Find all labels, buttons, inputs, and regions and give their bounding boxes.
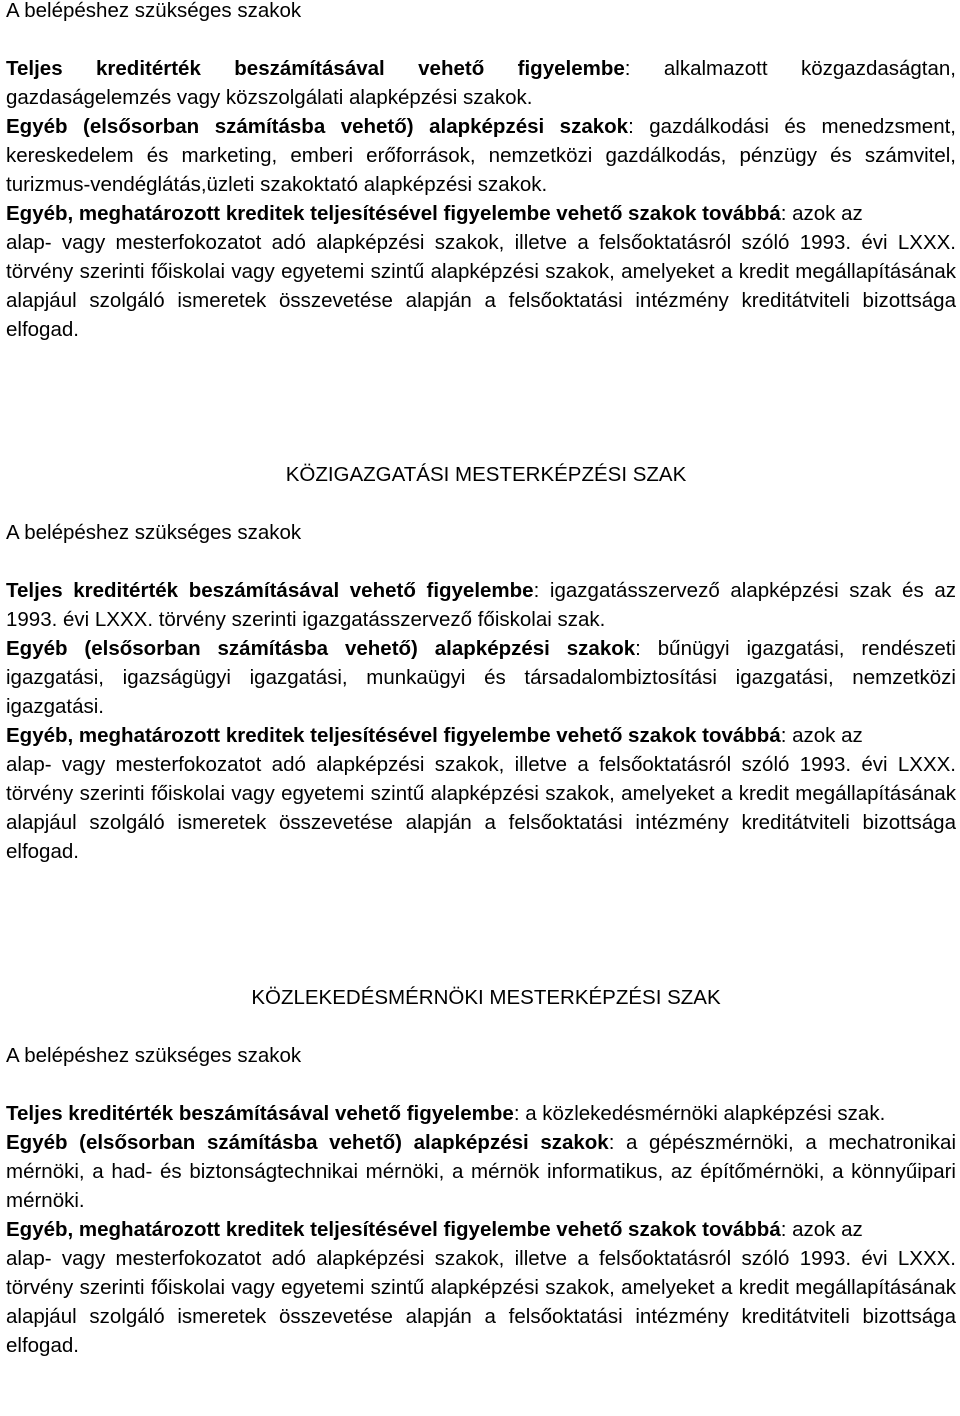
other-first-paragraph (6, 112, 956, 199)
other-first-sep: : (628, 115, 634, 138)
other-credit-paragraph (6, 1215, 956, 1244)
full-credit-sep: : (624, 57, 631, 80)
full-credit-label: Teljes kreditérték beszámításával vehető figyelembe (6, 579, 534, 602)
full-credit-sep: : (533, 579, 540, 602)
other-credit-sep: : (780, 724, 787, 747)
other-first-paragraph (6, 1128, 956, 1215)
other-first-text: a gépészmérnöki, a mechatronikai mérnöki, a had- és biztonságtechnikai mérnöki, a mérnök informatikus, az építőmérnöki, a könnyűipari mérnöki. (6, 1131, 956, 1212)
other-credit-label: Egyéb, meghatározott kreditek teljesítésével figyelembe vehető szakok továbbá (6, 202, 781, 225)
full-credit-text: a közlekedésmérnöki alapképzési szak. (519, 1102, 886, 1125)
other-first-sep: : (635, 637, 641, 660)
other-credit-text: azok az (786, 724, 863, 747)
section-kozigazgatasi (6, 460, 956, 866)
other-first-label: Egyéb (elsősorban számításba vehető) alapképzési szakok (6, 637, 636, 660)
other-first-label: Egyéb (elsősorban számításba vehető) alapképzési szakok (6, 1131, 609, 1154)
section-heading: KÖZIGAZGATÁSI MESTERKÉPZÉSI SZAK (285, 463, 687, 486)
entry-requirements-label: A belépéshez szükséges szakok (6, 521, 302, 544)
entry-requirements-label: A belépéshez szükséges szakok (6, 0, 302, 22)
other-credit-text: azok az (786, 202, 863, 225)
full-credit-paragraph (6, 576, 956, 634)
other-first-sep: : (608, 1131, 615, 1154)
full-credit-label: Teljes kreditérték beszámításával vehető figyelembe (6, 57, 625, 80)
other-credit-sep: : (780, 1218, 787, 1241)
other-credit-paragraph (6, 199, 956, 228)
full-credit-label: Teljes kreditérték beszámításával vehető figyelembe (6, 1102, 514, 1125)
full-credit-text: igazgatásszervező alapképzési szak és az 1993. évi LXXX. törvény szerinti igazgatásszervező főiskolai szak. (6, 579, 957, 631)
section-heading: KÖZLEKEDÉSMÉRNÖKI MESTERKÉPZÉSI SZAK (251, 986, 721, 1009)
closing-paragraph: alap- vagy mesterfokozatot adó alapképzési szakok, illetve a felsőoktatásról szóló 1993. évi LXXX. törvény szerinti főiskolai vagy egyetemi szintű alapképzési szakok, amelyeket a kredit megállapításának alapjául szolgáló ismeretek összevetése alapján a felsőoktatási intézmény kreditátviteli bizottsága elfogad. (6, 231, 956, 341)
other-first-text: bűnügyi igazgatási, rendészeti igazgatási, igazságügyi igazgatási, munkaügyi és társadalombiztosítási igazgatási, nemzetközi igazgatási. (6, 637, 956, 718)
entry-requirements-label: A belépéshez szükséges szakok (6, 1044, 302, 1067)
full-credit-text: alkalmazott közgazdaságtan, gazdaságelemzés vagy közszolgálati alapképzési szakok. (6, 57, 956, 109)
closing-paragraph: alap- vagy mesterfokozatot adó alapképzési szakok, illetve a felsőoktatásról szóló 1993. évi LXXX. törvény szerinti főiskolai vagy egyetemi szintű alapképzési szakok, amelyeket a kredit megállapításának alapjául szolgáló ismeretek összevetése alapján a felsőoktatási intézmény kreditátviteli bizottsága elfogad. (6, 753, 956, 863)
other-credit-label: Egyéb, meghatározott kreditek teljesítésével figyelembe vehető szakok továbbá (6, 1218, 781, 1241)
full-credit-paragraph (6, 54, 956, 112)
other-credit-paragraph (6, 721, 956, 750)
other-first-label: Egyéb (elsősorban számításba vehető) alapképzési szakok (6, 115, 629, 138)
full-credit-sep: : (513, 1102, 520, 1125)
other-credit-text: azok az (786, 1218, 863, 1241)
other-credit-label: Egyéb, meghatározott kreditek teljesítésével figyelembe vehető szakok továbbá (6, 724, 781, 747)
closing-paragraph: alap- vagy mesterfokozatot adó alapképzési szakok, illetve a felsőoktatásról szóló 1993. évi LXXX. törvény szerinti főiskolai vagy egyetemi szintű alapképzési szakok, amelyeket a kredit megállapításának alapjául szolgáló ismeretek összevetése alapján a felsőoktatási intézmény kreditátviteli bizottsága elfogad. (6, 1247, 956, 1357)
section-continuation (6, 0, 956, 344)
other-first-paragraph (6, 634, 956, 721)
other-first-text: gazdálkodási és menedzsment, kereskedelem és marketing, emberi erőforrások, nemzetközi gazdálkodás, pénzügy és számvitel, turizmus-vendéglátás,üzleti szakoktató alapképzési szakok. (6, 115, 957, 196)
section-kozlekedesmernoki (6, 983, 956, 1360)
other-credit-sep: : (780, 202, 787, 225)
full-credit-paragraph (6, 1099, 956, 1128)
